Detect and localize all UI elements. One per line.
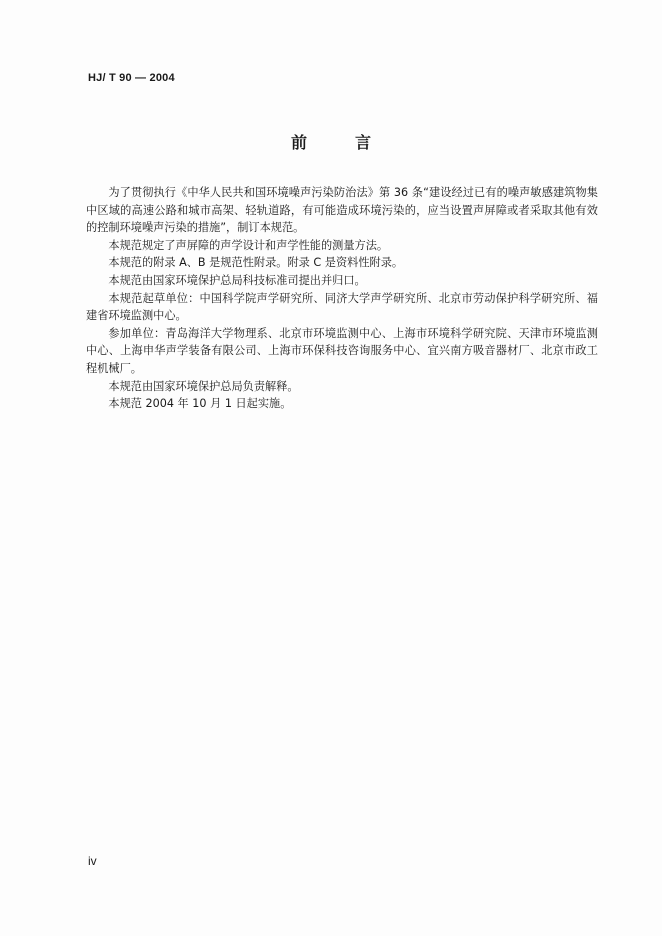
paragraph-drafters: 本规范起草单位：中国科学院声学研究所、同济大学声学研究所、北京市劳动保护科学研究所、福建省环境监测中心。 bbox=[86, 291, 598, 323]
paragraph-proposer: 本规范由国家环境保护总局科技标准司提出并归口。 bbox=[108, 273, 366, 287]
paragraph-appendix: 本规范的附录 A、B 是规范性附录。附录 C 是资料性附录。 bbox=[108, 256, 404, 270]
paragraph-participants: 参加单位：青岛海洋大学物理系、北京市环境监测中心、上海市环境科学研究院、天津市环境监测中心、上海申华声学装备有限公司、上海市环保科技咨询服务中心、宜兴南方吸音器材厂、北京市政工程机械厂。 bbox=[86, 326, 598, 375]
paragraph-purpose: 为了贯彻执行《中华人民共和国环境噪声污染防治法》第 36 条“建设经过已有的噪声敏感建筑物集中区域的高速公路和城市高架、轻轨道路，有可能造成环境污染的，应当设置声屏障或者采取其他有效的控制环境噪声污染的措施”，制订本规范。 bbox=[86, 186, 598, 235]
foreword-body bbox=[86, 184, 598, 413]
paragraph-effective-date: 本规范 2004 年 10 月 1 日起实施。 bbox=[108, 397, 292, 411]
standard-code: HJ/ T 90 — 2004 bbox=[88, 72, 175, 84]
page-title: 前言 bbox=[290, 133, 419, 152]
page-number: iv bbox=[88, 854, 97, 868]
paragraph-scope: 本规范规定了声屏障的声学设计和声学性能的测量方法。 bbox=[108, 238, 389, 252]
paragraph-interpretation: 本规范由国家环境保护总局负责解释。 bbox=[108, 379, 299, 393]
